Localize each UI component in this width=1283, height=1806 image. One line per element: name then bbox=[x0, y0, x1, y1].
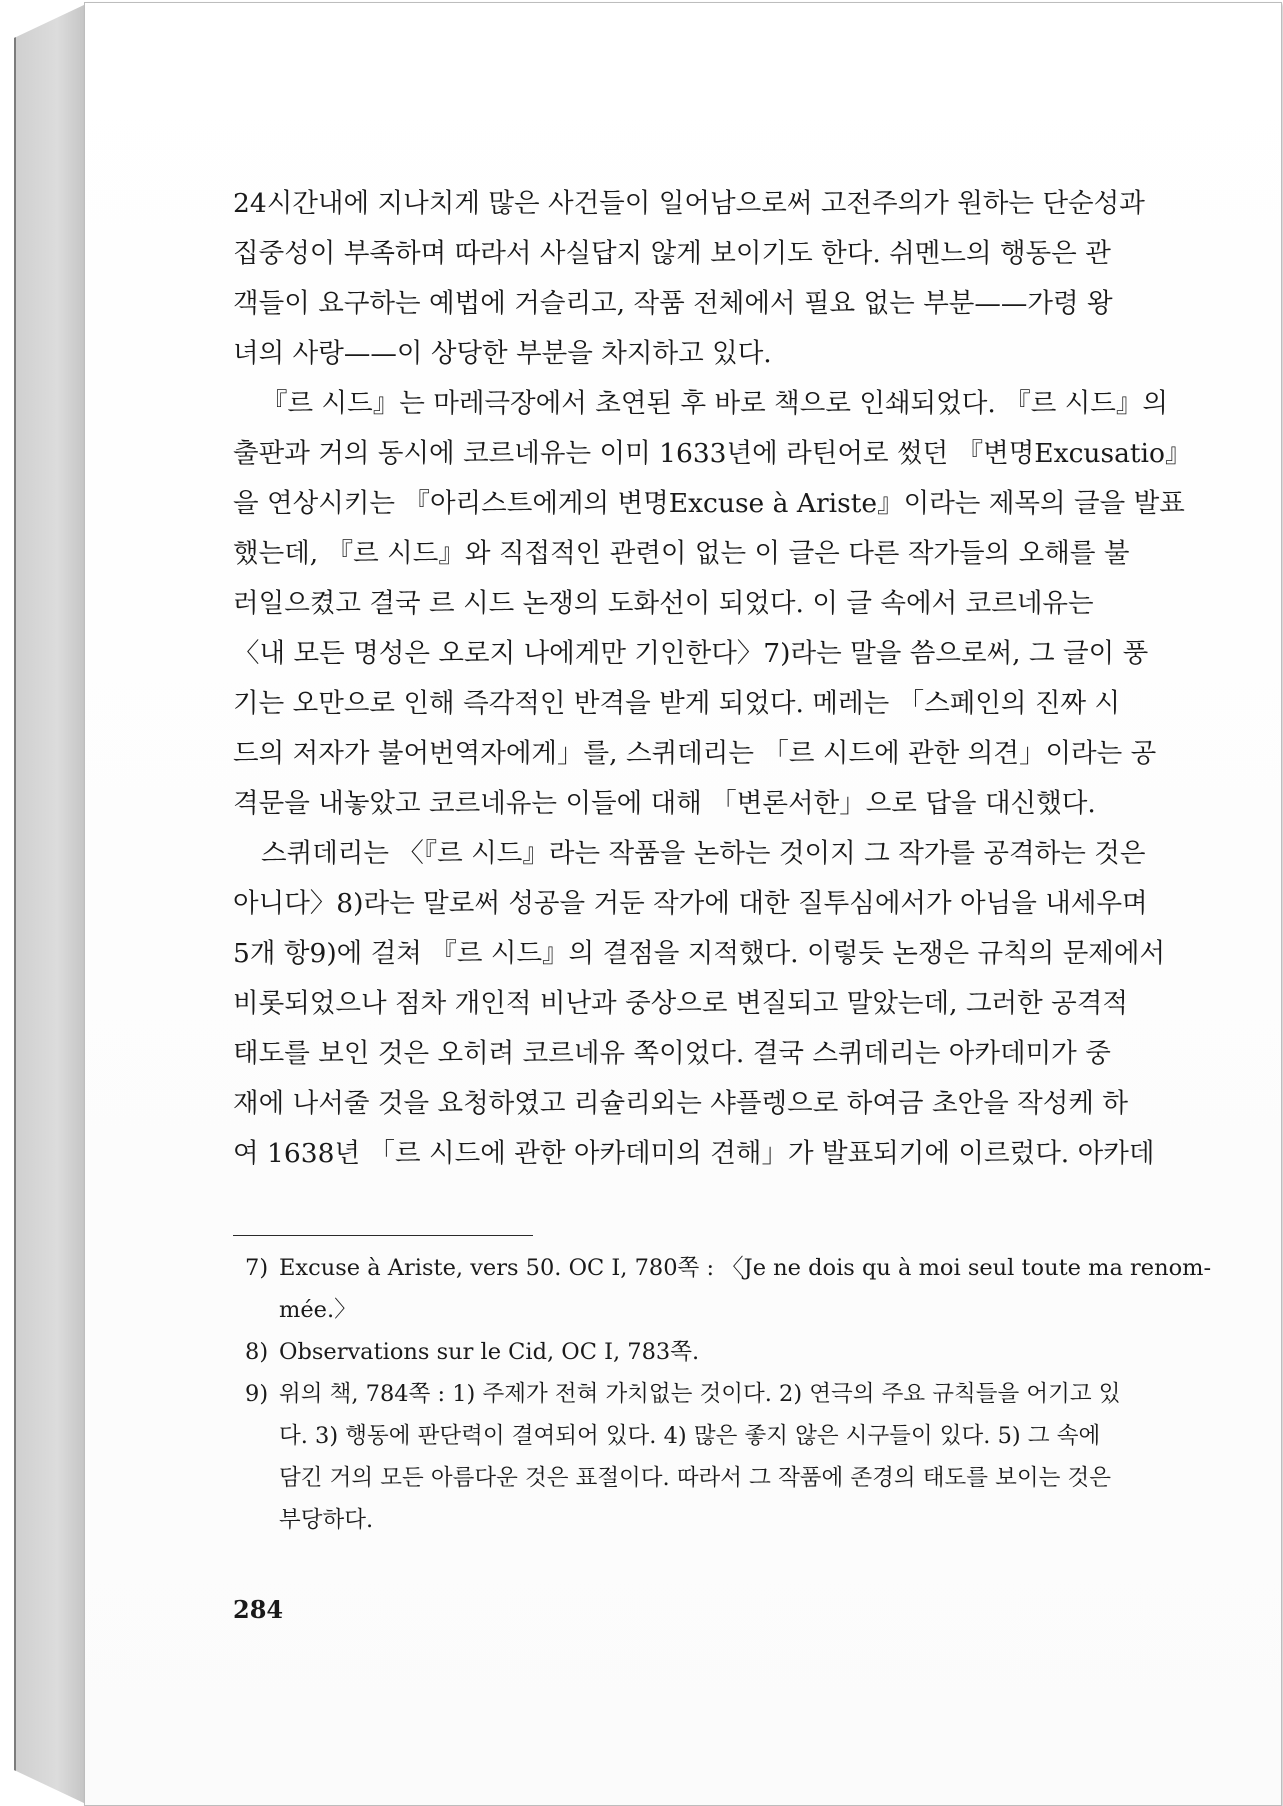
footnote-line: 담긴 거의 모든 아름다운 것은 표절이다. 따라서 그 작품에 존경의 태도를 보이는 것은 bbox=[279, 1465, 1111, 1491]
footnote-number: 7) bbox=[245, 1255, 269, 1281]
text-line: 〈내 모든 명성은 오로지 나에게만 기인한다〉7)라는 말을 씀으로써, 그 글이 풍 bbox=[233, 638, 1149, 669]
footnote-number: 8) bbox=[245, 1339, 269, 1365]
book-page bbox=[84, 2, 1282, 1806]
text-line: 기는 오만으로 인해 즉각적인 반격을 받게 되었다. 메레는 「스페인의 진짜 시 bbox=[233, 688, 1121, 719]
text-line: 녀의 사랑——이 상당한 부분을 차지하고 있다. bbox=[233, 338, 772, 369]
page-number: 284 bbox=[233, 1595, 284, 1624]
footnote-item bbox=[245, 1331, 1215, 1373]
paragraph bbox=[233, 179, 1217, 379]
text-line: 태도를 보인 것은 오히려 코르네유 쪽이었다. 결국 스퀴데리는 아카데미가 중 bbox=[233, 1038, 1111, 1069]
footnotes bbox=[245, 1247, 1215, 1541]
text-line: 러일으켰고 결국 르 시드 논쟁의 도화선이 되었다. 이 글 속에서 코르네유는 bbox=[233, 588, 1094, 619]
footnote-line: Excuse à Ariste, vers 50. OC Ⅰ, 780쪽 : 〈Je ne dois qu à moi seul toute ma renom- bbox=[279, 1255, 1212, 1281]
text-line: 출판과 거의 동시에 코르네유는 이미 1633년에 라틴어로 썼던 『변명Excusatio』 bbox=[233, 438, 1192, 469]
text-line: 『르 시드』는 마레극장에서 초연된 후 바로 책으로 인쇄되었다. 『르 시드』의 bbox=[261, 388, 1169, 419]
text-line: 스퀴데리는 〈『르 시드』라는 작품을 논하는 것이지 그 작가를 공격하는 것은 bbox=[261, 838, 1146, 869]
footnote-item bbox=[245, 1247, 1215, 1331]
footnote-line: mée.〉 bbox=[279, 1297, 357, 1323]
text-line: 드의 저자가 불어번역자에게」를, 스퀴데리는 「르 시드에 관한 의견」이라는 공 bbox=[233, 738, 1157, 769]
footnote-line: 위의 책, 784쪽 : 1) 주제가 전혀 가치없는 것이다. 2) 연극의 주요 규칙들을 어기고 있 bbox=[279, 1381, 1121, 1407]
text-line: 했는데, 『르 시드』와 직접적인 관련이 없는 이 글은 다른 작가들의 오해를 불 bbox=[233, 538, 1130, 569]
footnote-divider bbox=[233, 1235, 533, 1236]
text-line: 여 1638년 「르 시드에 관한 아카데미의 견해」가 발표되기에 이르렀다. 아카데 bbox=[233, 1138, 1155, 1169]
body-text bbox=[233, 179, 1217, 1179]
text-line: 아니다〉8)라는 말로써 성공을 거둔 작가에 대한 질투심에서가 아님을 내세우며 bbox=[233, 888, 1148, 919]
text-line: 집중성이 부족하며 따라서 사실답지 않게 보이기도 한다. 쉬멘느의 행동은 관 bbox=[233, 238, 1111, 269]
text-line: 격문을 내놓았고 코르네유는 이들에 대해 「변론서한」으로 답을 대신했다. bbox=[233, 788, 1096, 819]
footnote-line: 부당하다. bbox=[279, 1507, 374, 1533]
paragraph bbox=[233, 829, 1217, 1179]
text-line: 객들이 요구하는 예법에 거슬리고, 작품 전체에서 필요 없는 부분——가령 왕 bbox=[233, 288, 1113, 319]
footnote-number: 9) bbox=[245, 1381, 269, 1407]
footnote-item bbox=[245, 1373, 1215, 1541]
text-line: 재에 나서줄 것을 요청하였고 리슐리외는 샤플렝으로 하여금 초안을 작성케 하 bbox=[233, 1088, 1128, 1119]
text-line: 24시간내에 지나치게 많은 사건들이 일어남으로써 고전주의가 원하는 단순성과 bbox=[233, 188, 1145, 219]
text-line: 5개 항9)에 걸쳐 『르 시드』의 결점을 지적했다. 이렇듯 논쟁은 규칙의 문제에서 bbox=[233, 938, 1166, 969]
footnote-line: 다. 3) 행동에 판단력이 결여되어 있다. 4) 많은 좋지 않은 시구들이 있다. 5) 그 속에 bbox=[279, 1423, 1101, 1449]
book-spine-edge bbox=[14, 4, 88, 1804]
text-line: 비롯되었으나 점차 개인적 비난과 중상으로 변질되고 말았는데, 그러한 공격적 bbox=[233, 988, 1128, 1019]
footnote-line: Observations sur le Cid, OC Ⅰ, 783쪽. bbox=[279, 1339, 700, 1365]
paragraph bbox=[233, 379, 1217, 829]
text-line: 을 연상시키는 『아리스트에게의 변명Excuse à Ariste』이라는 제목의 글을 발표 bbox=[233, 488, 1185, 519]
